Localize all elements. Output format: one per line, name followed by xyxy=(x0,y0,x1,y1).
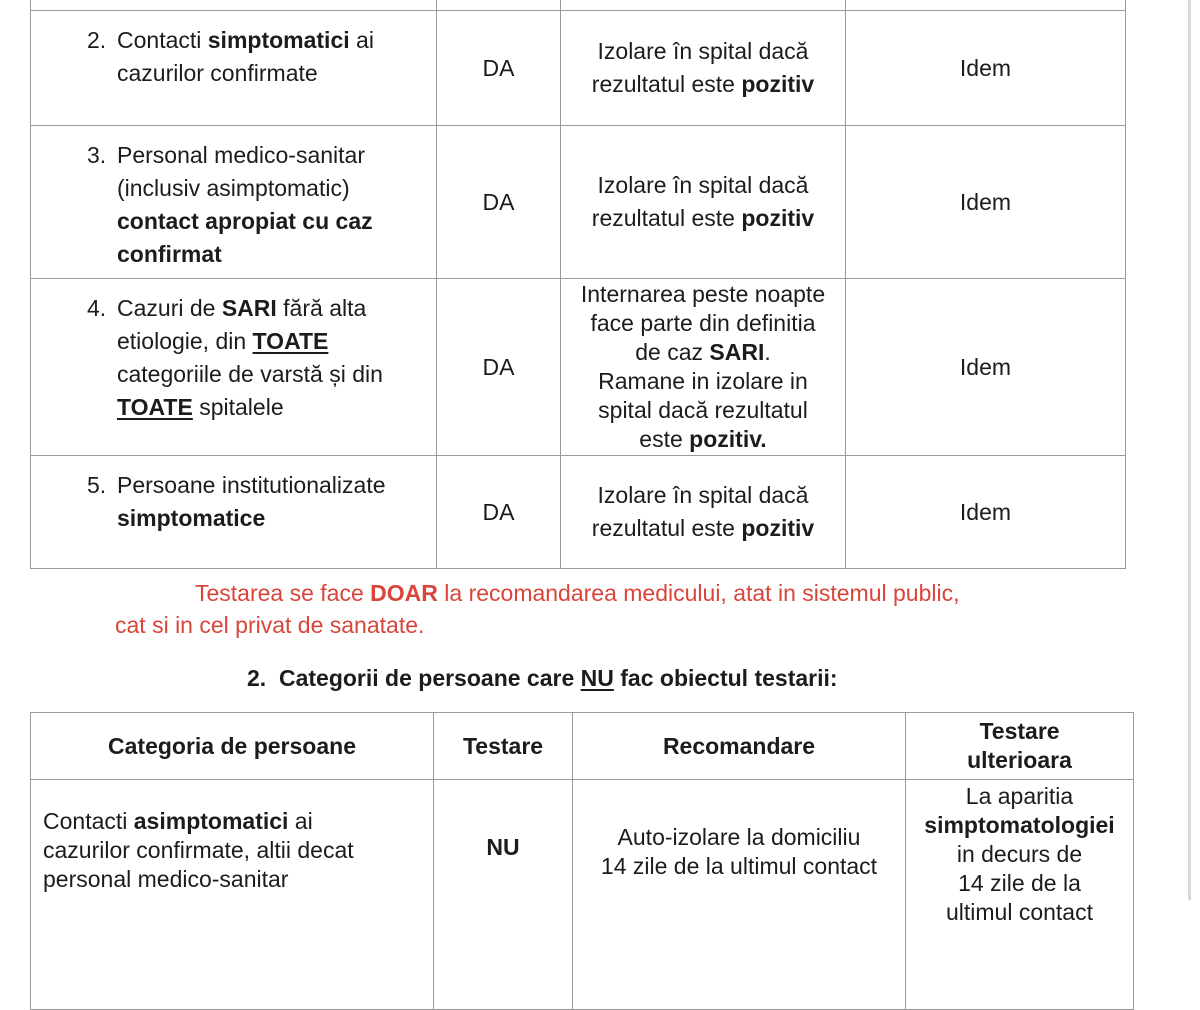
clipped-cell xyxy=(31,0,437,11)
testare-cell: DA xyxy=(437,11,561,126)
testare-cell: NU xyxy=(434,780,573,1010)
category-text: Cazuri de SARI fără alta etiologie, din TOATE categoriile de varstă și din TOATE spitalele xyxy=(117,295,383,420)
recomandare-cell: Izolare în spital dacă rezultatul este pozitiv xyxy=(561,456,846,569)
note-line-1-text: Testarea se face DOAR la recomandarea medicului, atat in sistemul public, xyxy=(195,580,960,606)
row-number: 3. xyxy=(87,142,107,168)
testare-ulterioara-cell: Idem xyxy=(846,279,1126,456)
testare-ulterioara-cell: Idem xyxy=(846,126,1126,279)
clipped-cell xyxy=(846,0,1126,11)
testare-cell: DA xyxy=(437,279,561,456)
table-row xyxy=(31,780,1134,1010)
table-row-clipped xyxy=(31,0,1126,11)
table-row xyxy=(31,11,1126,126)
clipped-cell xyxy=(561,0,846,11)
section-2-heading: 2. Categorii de persoane care NU fac obiectul testarii: xyxy=(247,665,838,691)
table-header-row xyxy=(31,713,1134,780)
header-categoria: Categoria de persoane xyxy=(31,713,434,780)
testare-cell: DA xyxy=(437,126,561,279)
table-row xyxy=(31,126,1126,279)
header-recomandare: Recomandare xyxy=(573,713,906,780)
row-number: 2. xyxy=(87,27,107,53)
recomandare-cell: Izolare în spital dacă rezultatul este pozitiv xyxy=(561,11,846,126)
recomandare-cell: Internarea peste noapte face parte din definitia de caz SARI. Ramane in izolare in spital dacă rezultatul este pozitiv. xyxy=(561,279,846,456)
category-text: Persoane institutionalizate simptomatice xyxy=(117,472,386,531)
table-row xyxy=(31,279,1126,456)
category-text: Contacti simptomatici ai cazurilor confirmate xyxy=(117,27,374,86)
category-cell xyxy=(31,11,437,126)
recomandare-cell: Izolare în spital dacă rezultatul este pozitiv xyxy=(561,126,846,279)
header-testare: Testare xyxy=(434,713,573,780)
category-cell xyxy=(31,126,437,279)
testing-categories-table xyxy=(30,0,1126,569)
table-row xyxy=(31,456,1126,569)
note-line-2: cat si in cel privat de sanatate. xyxy=(115,612,425,638)
page-edge-line xyxy=(1188,0,1191,900)
clipped-cell xyxy=(437,0,561,11)
note-line-1 xyxy=(115,577,1075,609)
recomandare-cell: Auto-izolare la domiciliu 14 zile de la ultimul contact xyxy=(573,780,906,1010)
testing-note xyxy=(115,577,1075,641)
testare-ulterioara-cell: La aparitia simptomatologiei in decurs de 14 zile de la ultimul contact xyxy=(906,780,1134,1010)
category-cell: Contacti asimptomatici ai cazurilor confirmate, altii decat personal medico-sanitar xyxy=(31,780,434,1010)
category-text: Personal medico-sanitar (inclusiv asimptomatic) contact apropiat cu caz confirmat xyxy=(117,142,373,267)
row-number: 5. xyxy=(87,472,107,498)
row-number: 4. xyxy=(87,295,107,321)
testare-cell: DA xyxy=(437,456,561,569)
testare-ulterioara-cell: Idem xyxy=(846,11,1126,126)
category-cell xyxy=(31,456,437,569)
header-testare-ulterioara: Testare ulterioara xyxy=(906,713,1134,780)
category-cell xyxy=(31,279,437,456)
testare-ulterioara-cell: Idem xyxy=(846,456,1126,569)
not-tested-categories-table xyxy=(30,712,1134,1010)
